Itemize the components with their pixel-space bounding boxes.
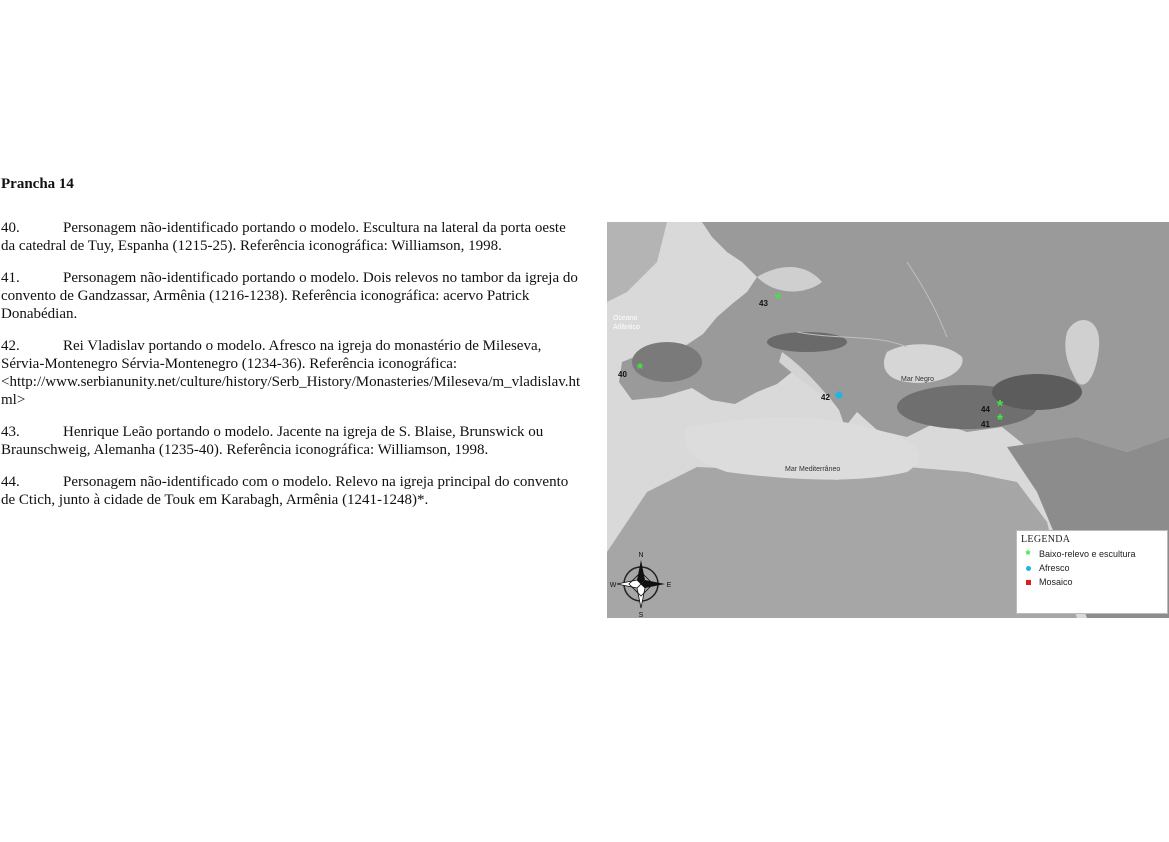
fresco-dot-icon — [836, 392, 843, 399]
marker-41-label: 41 — [981, 420, 990, 429]
entry-number: 44. — [1, 474, 20, 490]
marker-44-label: 44 — [981, 405, 990, 414]
legend-label: Baixo-relevo e escultura — [1039, 549, 1136, 559]
entry-url: <http://www.serbianunity.net/culture/history/Serb_History/Monasteries/Mileseva/m_vladislav.html> — [1, 374, 581, 408]
relief-star-icon: * — [1025, 546, 1031, 562]
marker-42-label: 42 — [821, 393, 830, 402]
label-atlantic-line2: Atlântico — [613, 324, 640, 331]
highland-caucasus — [992, 374, 1082, 410]
entry-list — [1, 219, 581, 523]
entry-42 — [1, 337, 581, 409]
entry-number: 40. — [1, 220, 20, 236]
land-africa — [607, 467, 1077, 618]
marker-40-label: 40 — [618, 370, 627, 379]
compass-e-label: E — [666, 582, 672, 589]
page-title: Prancha 14 — [1, 176, 74, 192]
entry-43 — [1, 423, 581, 459]
entry-text: Personagem não-identificado portando o modelo. Dois relevos no tambor da igreja do convento de Gandzassar, Armênia (1216-1238). Referência iconográfica: acervo Patrick Donabédian. — [1, 270, 578, 322]
entry-text: Henrique Leão portando o modelo. Jacente na igreja de S. Blaise, Brunswick ou Braunschweig, Alemanha (1235-40). Referência iconográfica: Williamson, 1998. — [1, 424, 544, 458]
highland-alps — [767, 332, 847, 352]
legend-label: Afresco — [1039, 563, 1070, 573]
legend-label: Mosaico — [1039, 577, 1073, 587]
entry-text: Personagem não-identificado com o modelo. Relevo na igreja principal do convento de Ctich, junto à cidade de Touk em Karabagh, Armênia (1241-1248)*. — [1, 474, 569, 508]
label-black-sea: Mar Negro — [901, 376, 935, 383]
relief-star-icon: * — [774, 291, 782, 308]
legend-item-relief — [1023, 546, 1167, 562]
mosaic-square-icon — [1023, 577, 1033, 587]
label-atlantic-line1: Oceano — [613, 315, 638, 322]
legend-item-fresco — [1023, 563, 1167, 573]
compass-w-label: W — [609, 582, 617, 589]
label-mediterranean: Mar Mediterrâneo — [785, 466, 841, 473]
entry-44 — [1, 473, 581, 509]
entry-text: Personagem não-identificado portando o modelo. Escultura na lateral da porta oeste da catedral de Tuy, Espanha (1215-25). Referência iconográfica: Williamson, 1998. — [1, 220, 566, 254]
compass-s-label: S — [638, 612, 644, 618]
relief-star-icon: * — [996, 412, 1004, 429]
relief-star-icon: * — [636, 361, 644, 378]
map-legend — [1016, 530, 1168, 614]
entry-number: 41. — [1, 270, 20, 286]
entry-40 — [1, 219, 581, 255]
relief-star-icon: * — [996, 398, 1004, 415]
compass-n-label: N — [638, 552, 644, 559]
legend-item-mosaic — [1023, 577, 1167, 587]
marker-43-label: 43 — [759, 299, 768, 308]
entry-41 — [1, 269, 581, 323]
entry-text: Rei Vladislav portando o modelo. Afresco na igreja do monastério de Mileseva, Sérvia-Montenegro Sérvia-Montenegro (1234-36). Referência iconográfica: — [1, 338, 542, 372]
legend-title: LEGENDA — [1021, 534, 1071, 545]
entry-number: 43. — [1, 424, 20, 440]
fresco-dot-icon — [1023, 563, 1033, 573]
entry-number: 42. — [1, 338, 20, 354]
